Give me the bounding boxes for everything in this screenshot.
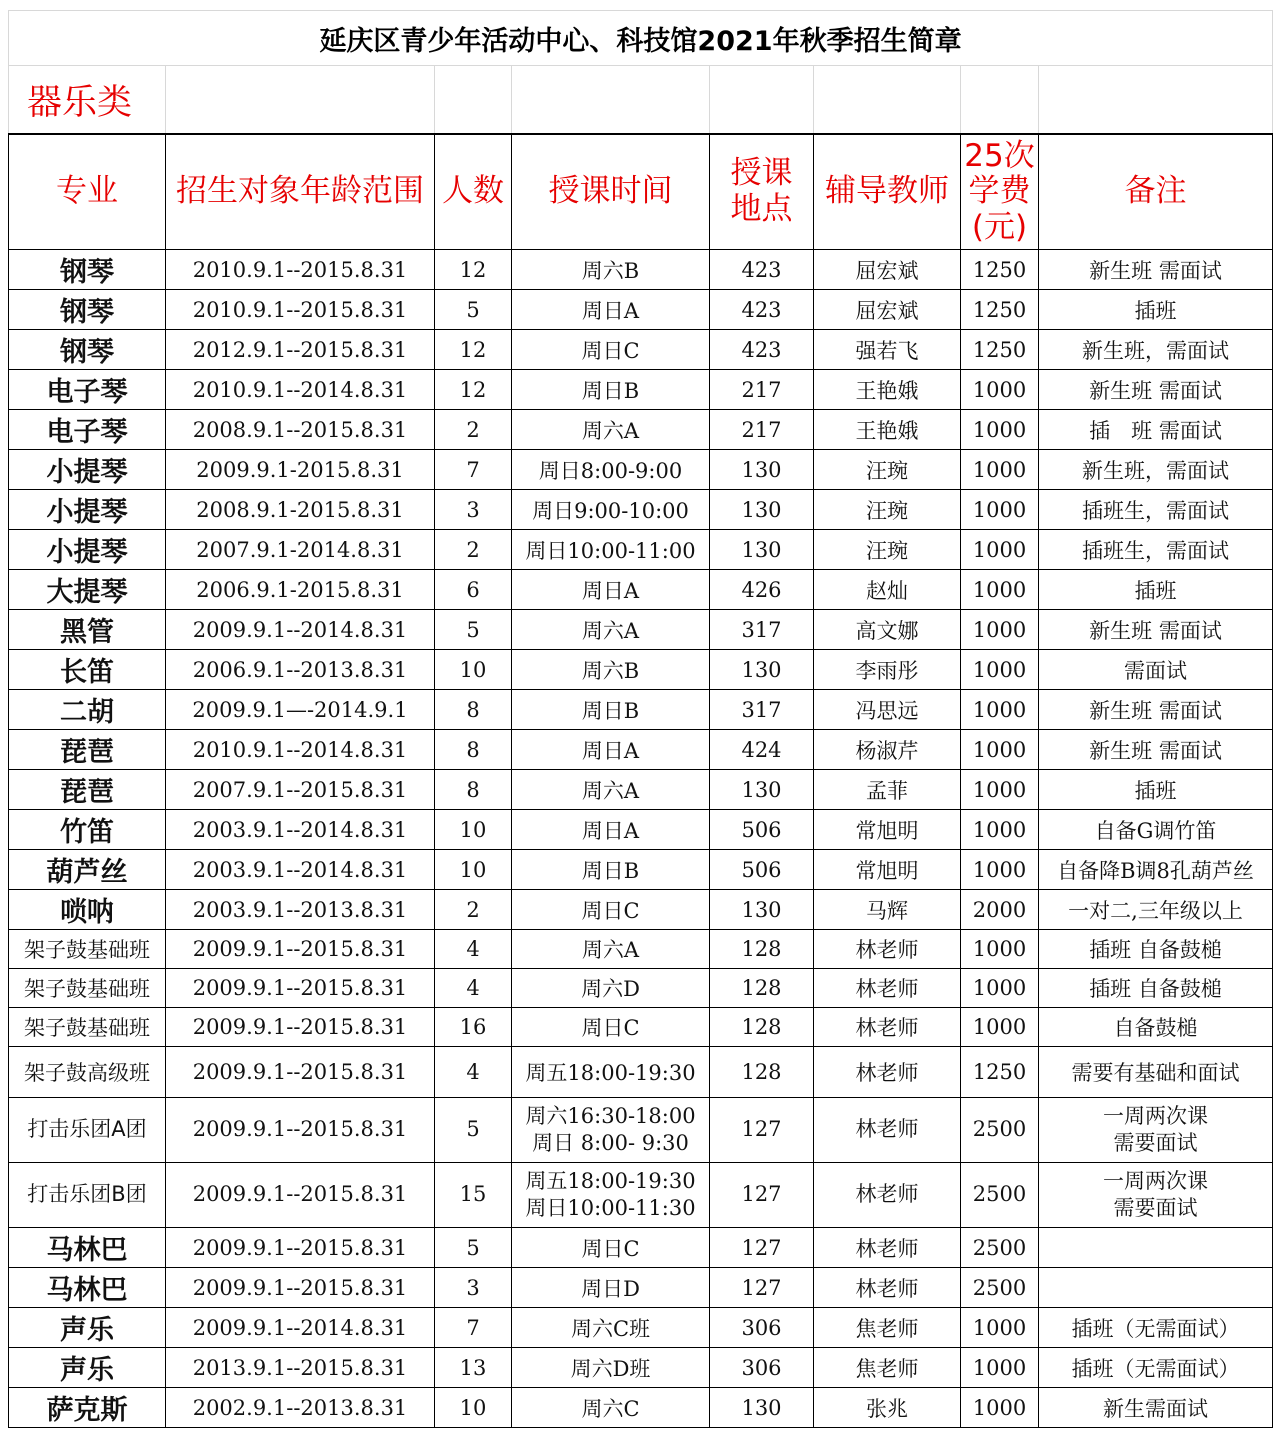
table-row: [9, 1348, 1273, 1388]
cell-age-range: 2003.9.1--2013.8.31: [166, 890, 435, 930]
cell-age-range: 2006.9.1-2015.8.31: [166, 570, 435, 610]
table-row: [9, 410, 1273, 450]
cell-location: 506: [710, 810, 814, 850]
table-row: [9, 290, 1273, 330]
cell-location: 127: [710, 1163, 814, 1228]
header-fee: 25次学费(元): [961, 134, 1039, 250]
cell-age-range: 2008.9.1--2015.8.31: [166, 410, 435, 450]
cell-teacher: 张兆: [814, 1388, 961, 1428]
cell-note: 自备降B调8孔葫芦丝: [1039, 850, 1273, 890]
cell-count: 10: [435, 1388, 512, 1428]
cell-location: 128: [710, 930, 814, 969]
cell-age-range: 2009.9.1--2014.8.31: [166, 610, 435, 650]
cell-note: 一周两次课 需要面试: [1039, 1098, 1273, 1163]
cell-location: 217: [710, 410, 814, 450]
cell-fee: 1000: [961, 730, 1039, 770]
header-teacher: 辅导教师: [814, 134, 961, 250]
cell-major: 葫芦丝: [9, 850, 166, 890]
cell-fee: 1000: [961, 1308, 1039, 1348]
cell-teacher: 高文娜: [814, 610, 961, 650]
cell-note: 新生班 需面试: [1039, 370, 1273, 410]
table-row: [9, 930, 1273, 969]
cell-major: 电子琴: [9, 370, 166, 410]
cell-teacher: 屈宏斌: [814, 290, 961, 330]
cell-major: 声乐: [9, 1308, 166, 1348]
cell-major: 钢琴: [9, 250, 166, 290]
cell-teacher: 林老师: [814, 1228, 961, 1268]
table-row: [9, 1228, 1273, 1268]
table-row: [9, 450, 1273, 490]
empty-cell: [961, 66, 1039, 135]
cell-major: 二胡: [9, 690, 166, 730]
cell-teacher: 焦老师: [814, 1348, 961, 1388]
empty-cell: [435, 66, 512, 135]
cell-fee: 1000: [961, 690, 1039, 730]
header-age-range: 招生对象年龄范围: [166, 134, 435, 250]
cell-teacher: 汪琬: [814, 490, 961, 530]
cell-count: 15: [435, 1163, 512, 1228]
cell-major: 声乐: [9, 1348, 166, 1388]
cell-fee: 1000: [961, 770, 1039, 810]
cell-fee: 1000: [961, 969, 1039, 1008]
cell-age-range: 2013.9.1--2015.8.31: [166, 1348, 435, 1388]
cell-teacher: 林老师: [814, 1008, 961, 1047]
cell-fee: 1250: [961, 250, 1039, 290]
cell-age-range: 2002.9.1--2013.8.31: [166, 1388, 435, 1428]
cell-age-range: 2009.9.1--2015.8.31: [166, 1098, 435, 1163]
cell-fee: 2500: [961, 1268, 1039, 1308]
cell-count: 7: [435, 1308, 512, 1348]
cell-major: 大提琴: [9, 570, 166, 610]
cell-count: 16: [435, 1008, 512, 1047]
cell-age-range: 2012.9.1--2015.8.31: [166, 330, 435, 370]
cell-note: 插班: [1039, 290, 1273, 330]
cell-age-range: 2009.9.1--2015.8.31: [166, 1228, 435, 1268]
table-row: [9, 1163, 1273, 1228]
cell-count: 8: [435, 770, 512, 810]
cell-time: 周六A: [512, 770, 710, 810]
header-count: 人数: [435, 134, 512, 250]
cell-count: 5: [435, 1098, 512, 1163]
cell-fee: 1000: [961, 1388, 1039, 1428]
cell-fee: 2500: [961, 1098, 1039, 1163]
header-time: 授课时间: [512, 134, 710, 250]
table-row: [9, 1308, 1273, 1348]
table-row: [9, 1388, 1273, 1428]
cell-age-range: 2007.9.1--2015.8.31: [166, 770, 435, 810]
cell-note: 需面试: [1039, 650, 1273, 690]
cell-major: 萨克斯: [9, 1388, 166, 1428]
cell-fee: 1250: [961, 1047, 1039, 1098]
cell-major: 打击乐团B团: [9, 1163, 166, 1228]
cell-fee: 1000: [961, 1008, 1039, 1047]
cell-count: 5: [435, 290, 512, 330]
table-row: [9, 570, 1273, 610]
cell-fee: 1000: [961, 850, 1039, 890]
cell-count: 4: [435, 969, 512, 1008]
cell-age-range: 2010.9.1--2015.8.31: [166, 250, 435, 290]
table-row: [9, 490, 1273, 530]
table-row: [9, 969, 1273, 1008]
cell-location: 317: [710, 610, 814, 650]
cell-teacher: 林老师: [814, 1268, 961, 1308]
cell-note: 插班: [1039, 770, 1273, 810]
empty-cell: [1039, 66, 1273, 135]
cell-time: 周五18:00-19:30 周日10:00-11:30: [512, 1163, 710, 1228]
cell-age-range: 2010.9.1--2015.8.31: [166, 290, 435, 330]
cell-major: 打击乐团A团: [9, 1098, 166, 1163]
cell-fee: 2500: [961, 1228, 1039, 1268]
cell-fee: 1250: [961, 330, 1039, 370]
cell-teacher: 王艳娥: [814, 370, 961, 410]
cell-count: 2: [435, 530, 512, 570]
cell-fee: 1000: [961, 410, 1039, 450]
cell-location: 426: [710, 570, 814, 610]
cell-teacher: 焦老师: [814, 1308, 961, 1348]
cell-fee: 1000: [961, 370, 1039, 410]
cell-note: [1039, 1268, 1273, 1308]
cell-count: 10: [435, 850, 512, 890]
cell-note: 新生班 需面试: [1039, 730, 1273, 770]
cell-teacher: 常旭明: [814, 850, 961, 890]
cell-time: 周日C: [512, 1008, 710, 1047]
cell-location: 130: [710, 890, 814, 930]
cell-note: 新生班，需面试: [1039, 450, 1273, 490]
cell-location: 424: [710, 730, 814, 770]
cell-age-range: 2003.9.1--2014.8.31: [166, 810, 435, 850]
cell-count: 7: [435, 450, 512, 490]
cell-count: 12: [435, 330, 512, 370]
cell-fee: 2000: [961, 890, 1039, 930]
cell-fee: 1000: [961, 1348, 1039, 1388]
cell-location: 423: [710, 250, 814, 290]
cell-fee: 1000: [961, 570, 1039, 610]
table-row: [9, 850, 1273, 890]
cell-time: 周六B: [512, 650, 710, 690]
empty-cell: [166, 66, 435, 135]
cell-time: 周日C: [512, 1228, 710, 1268]
cell-note: 自备鼓槌: [1039, 1008, 1273, 1047]
cell-count: 3: [435, 1268, 512, 1308]
cell-teacher: 赵灿: [814, 570, 961, 610]
cell-time: 周六A: [512, 610, 710, 650]
cell-teacher: 杨淑芹: [814, 730, 961, 770]
table-row: [9, 1008, 1273, 1047]
cell-note: 插班 自备鼓槌: [1039, 930, 1273, 969]
cell-time: 周六C班: [512, 1308, 710, 1348]
cell-time: 周六D班: [512, 1348, 710, 1388]
cell-note: 新生班 需面试: [1039, 690, 1273, 730]
cell-teacher: 孟菲: [814, 770, 961, 810]
cell-age-range: 2003.9.1--2014.8.31: [166, 850, 435, 890]
cell-note: 插班（无需面试）: [1039, 1308, 1273, 1348]
table-row: [9, 650, 1273, 690]
cell-fee: 1250: [961, 290, 1039, 330]
table-row: [9, 1047, 1273, 1098]
header-location: 授课地点: [710, 134, 814, 250]
cell-fee: 1000: [961, 650, 1039, 690]
table-row: [9, 770, 1273, 810]
cell-count: 10: [435, 650, 512, 690]
cell-count: 8: [435, 730, 512, 770]
title-row: [9, 11, 1273, 66]
cell-age-range: 2007.9.1-2014.8.31: [166, 530, 435, 570]
cell-major: 架子鼓基础班: [9, 1008, 166, 1047]
cell-age-range: 2009.9.1--2015.8.31: [166, 969, 435, 1008]
cell-age-range: 2009.9.1--2015.8.31: [166, 1008, 435, 1047]
cell-count: 2: [435, 410, 512, 450]
cell-major: 电子琴: [9, 410, 166, 450]
cell-count: 3: [435, 490, 512, 530]
category-row: [9, 66, 1273, 135]
cell-major: 长笛: [9, 650, 166, 690]
cell-location: 127: [710, 1098, 814, 1163]
cell-note: 需要有基础和面试: [1039, 1047, 1273, 1098]
cell-fee: 1000: [961, 450, 1039, 490]
cell-major: 小提琴: [9, 530, 166, 570]
cell-location: 217: [710, 370, 814, 410]
cell-location: 130: [710, 530, 814, 570]
table-row: [9, 330, 1273, 370]
cell-location: 306: [710, 1348, 814, 1388]
table-row: [9, 890, 1273, 930]
cell-major: 架子鼓基础班: [9, 930, 166, 969]
cell-fee: 2500: [961, 1163, 1039, 1228]
cell-age-range: 2009.9.1--2014.8.31: [166, 1308, 435, 1348]
cell-note: 自备G调竹笛: [1039, 810, 1273, 850]
cell-count: 12: [435, 250, 512, 290]
cell-age-range: 2009.9.1--2015.8.31: [166, 1163, 435, 1228]
cell-teacher: 常旭明: [814, 810, 961, 850]
cell-time: 周日C: [512, 890, 710, 930]
cell-location: 130: [710, 650, 814, 690]
cell-count: 4: [435, 930, 512, 969]
cell-time: 周日8:00-9:00: [512, 450, 710, 490]
cell-location: 128: [710, 969, 814, 1008]
cell-time: 周日A: [512, 810, 710, 850]
cell-teacher: 屈宏斌: [814, 250, 961, 290]
cell-teacher: 汪琬: [814, 450, 961, 490]
cell-count: 13: [435, 1348, 512, 1388]
cell-major: 小提琴: [9, 490, 166, 530]
cell-location: 423: [710, 290, 814, 330]
cell-age-range: 2009.9.1--2015.8.31: [166, 930, 435, 969]
cell-note: 一周两次课 需要面试: [1039, 1163, 1273, 1228]
cell-note: [1039, 1228, 1273, 1268]
cell-major: 竹笛: [9, 810, 166, 850]
cell-teacher: 李雨彤: [814, 650, 961, 690]
cell-time: 周日C: [512, 330, 710, 370]
empty-cell: [512, 66, 710, 135]
cell-location: 306: [710, 1308, 814, 1348]
cell-teacher: 林老师: [814, 1098, 961, 1163]
table-row: [9, 530, 1273, 570]
cell-count: 8: [435, 690, 512, 730]
cell-major: 马林巴: [9, 1268, 166, 1308]
cell-time: 周日B: [512, 850, 710, 890]
cell-location: 128: [710, 1008, 814, 1047]
empty-cell: [710, 66, 814, 135]
table-row: [9, 810, 1273, 850]
cell-fee: 1000: [961, 530, 1039, 570]
cell-time: 周六16:30-18:00 周日 8:00- 9:30: [512, 1098, 710, 1163]
table-row: [9, 1098, 1273, 1163]
cell-note: 新生班，需面试: [1039, 330, 1273, 370]
cell-teacher: 冯思远: [814, 690, 961, 730]
cell-fee: 1000: [961, 810, 1039, 850]
cell-time: 周六B: [512, 250, 710, 290]
cell-age-range: 2009.9.1--2015.8.31: [166, 1268, 435, 1308]
cell-age-range: 2010.9.1--2014.8.31: [166, 370, 435, 410]
cell-age-range: 2010.9.1--2014.8.31: [166, 730, 435, 770]
cell-time: 周日A: [512, 730, 710, 770]
table-row: [9, 610, 1273, 650]
cell-major: 马林巴: [9, 1228, 166, 1268]
cell-time: 周日9:00-10:00: [512, 490, 710, 530]
cell-time: 周日B: [512, 370, 710, 410]
cell-fee: 1000: [961, 490, 1039, 530]
cell-count: 5: [435, 610, 512, 650]
cell-note: 新生需面试: [1039, 1388, 1273, 1428]
table-row: [9, 730, 1273, 770]
cell-major: 架子鼓高级班: [9, 1047, 166, 1098]
cell-location: 127: [710, 1228, 814, 1268]
cell-count: 4: [435, 1047, 512, 1098]
page-title: 延庆区青少年活动中心、科技馆2021年秋季招生简章: [9, 11, 1273, 66]
cell-time: 周日A: [512, 570, 710, 610]
cell-time: 周日A: [512, 290, 710, 330]
cell-age-range: 2006.9.1--2013.8.31: [166, 650, 435, 690]
cell-location: 130: [710, 770, 814, 810]
cell-location: 423: [710, 330, 814, 370]
cell-major: 钢琴: [9, 290, 166, 330]
cell-location: 130: [710, 1388, 814, 1428]
table-row: [9, 1268, 1273, 1308]
cell-age-range: 2008.9.1-2015.8.31: [166, 490, 435, 530]
cell-teacher: 林老师: [814, 969, 961, 1008]
table-row: [9, 370, 1273, 410]
table-row: [9, 250, 1273, 290]
category-label: 器乐类: [9, 66, 166, 135]
cell-note: 一对二,三年级以上: [1039, 890, 1273, 930]
cell-teacher: 汪琬: [814, 530, 961, 570]
cell-fee: 1000: [961, 930, 1039, 969]
cell-time: 周六C: [512, 1388, 710, 1428]
cell-major: 黑管: [9, 610, 166, 650]
cell-note: 新生班 需面试: [1039, 250, 1273, 290]
cell-teacher: 王艳娥: [814, 410, 961, 450]
header-major: 专业: [9, 134, 166, 250]
cell-location: 506: [710, 850, 814, 890]
cell-time: 周日D: [512, 1268, 710, 1308]
table-row: [9, 690, 1273, 730]
cell-major: 小提琴: [9, 450, 166, 490]
empty-cell: [814, 66, 961, 135]
cell-major: 架子鼓基础班: [9, 969, 166, 1008]
cell-location: 317: [710, 690, 814, 730]
cell-major: 钢琴: [9, 330, 166, 370]
enrollment-table: [8, 10, 1273, 1428]
cell-count: 12: [435, 370, 512, 410]
cell-teacher: 强若飞: [814, 330, 961, 370]
cell-note: 新生班 需面试: [1039, 610, 1273, 650]
cell-fee: 1000: [961, 610, 1039, 650]
cell-time: 周日B: [512, 690, 710, 730]
cell-major: 琵琶: [9, 730, 166, 770]
header-row: [9, 134, 1273, 250]
cell-note: 插班: [1039, 570, 1273, 610]
cell-location: 130: [710, 450, 814, 490]
cell-note: 插班 自备鼓槌: [1039, 969, 1273, 1008]
cell-time: 周六D: [512, 969, 710, 1008]
cell-location: 127: [710, 1268, 814, 1308]
cell-count: 10: [435, 810, 512, 850]
cell-teacher: 林老师: [814, 1163, 961, 1228]
cell-age-range: 2009.9.1--2015.8.31: [166, 1047, 435, 1098]
cell-time: 周五18:00-19:30: [512, 1047, 710, 1098]
cell-major: 唢呐: [9, 890, 166, 930]
header-note: 备注: [1039, 134, 1273, 250]
cell-time: 周六A: [512, 930, 710, 969]
cell-note: 插班生，需面试: [1039, 490, 1273, 530]
cell-count: 6: [435, 570, 512, 610]
cell-count: 5: [435, 1228, 512, 1268]
cell-note: 插 班 需面试: [1039, 410, 1273, 450]
cell-major: 琵琶: [9, 770, 166, 810]
cell-note: 插班生，需面试: [1039, 530, 1273, 570]
cell-teacher: 林老师: [814, 930, 961, 969]
cell-count: 2: [435, 890, 512, 930]
cell-teacher: 马辉: [814, 890, 961, 930]
cell-age-range: 2009.9.1—-2014.9.1: [166, 690, 435, 730]
cell-age-range: 2009.9.1-2015.8.31: [166, 450, 435, 490]
cell-location: 130: [710, 490, 814, 530]
cell-teacher: 林老师: [814, 1047, 961, 1098]
cell-location: 128: [710, 1047, 814, 1098]
cell-time: 周六A: [512, 410, 710, 450]
cell-note: 插班（无需面试）: [1039, 1348, 1273, 1388]
cell-time: 周日10:00-11:00: [512, 530, 710, 570]
